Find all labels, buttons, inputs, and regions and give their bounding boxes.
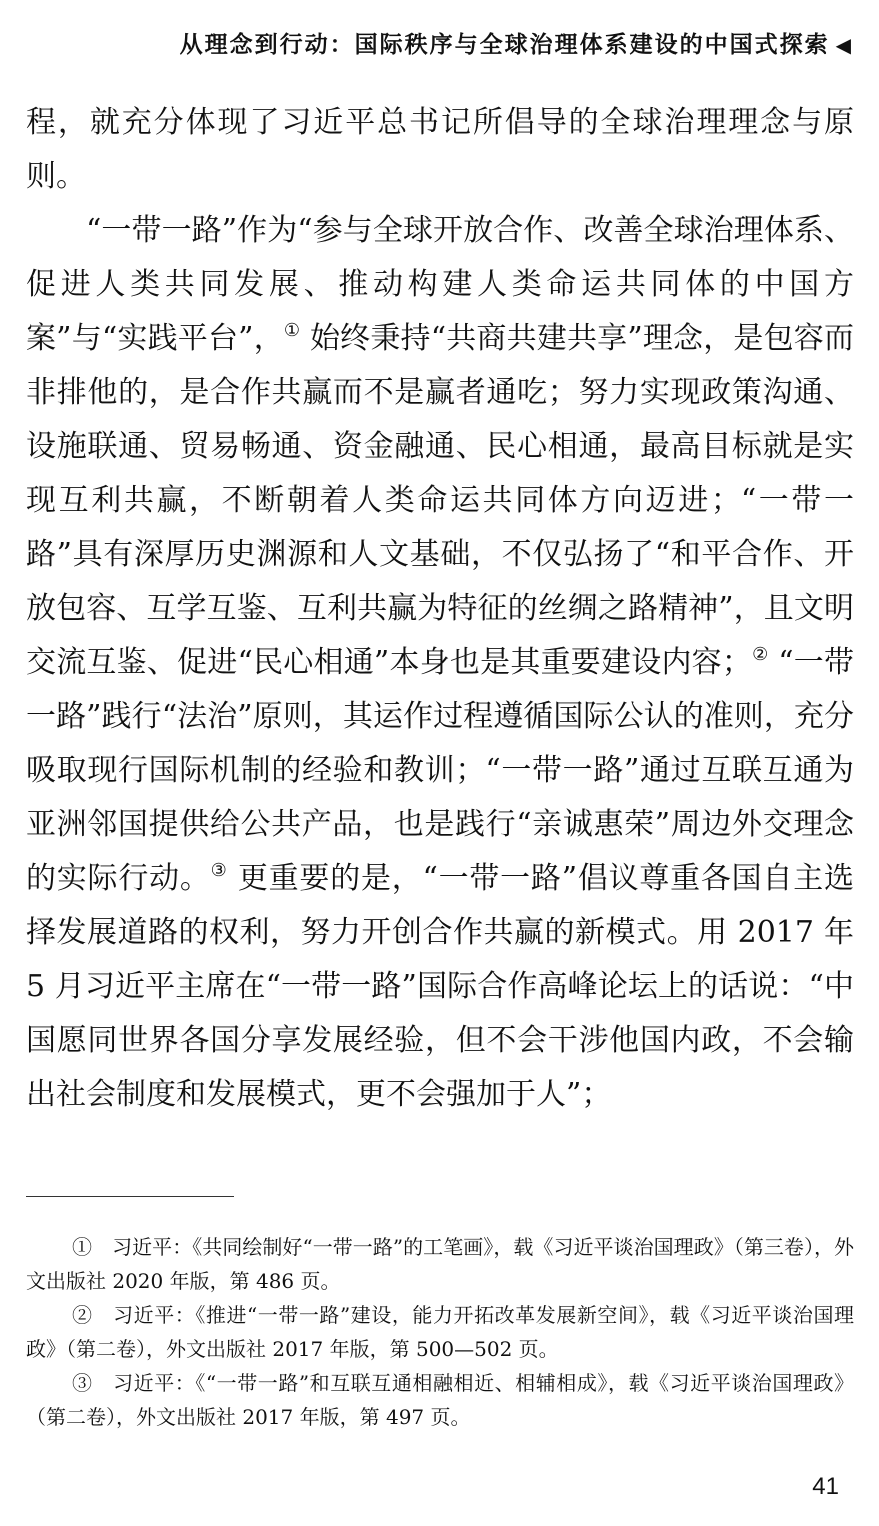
paragraph-2-segment-4: 更重要的是，“一带一路”倡议尊重各国自主选择发展道路的权利，努力开创合作共赢的新模式。用 2017 年 5 月习近平主席在“一带一路”国际合作高峰论坛上的话说：“中国愿同世界各国分享发展经验，但不会干涉他国内政，不会输出社会制度和发展模式，更不会强加于人”；: [26, 861, 854, 1112]
paragraph-2: [26, 204, 854, 1122]
footnote-marker-1: ①: [72, 1235, 93, 1259]
footnote-1: [26, 1230, 854, 1298]
footnote-2: [26, 1298, 854, 1366]
footnote-marker-3: ③: [72, 1371, 93, 1395]
footnote-ref-3[interactable]: ③: [210, 860, 228, 881]
footnote-marker-2: ②: [72, 1303, 93, 1327]
main-text: [26, 96, 854, 1122]
paragraph-2-segment-2: 始终秉持“共商共建共享”理念，是包容而非排他的，是合作共赢而不是赢者通吃；努力实现政策沟通、设施联通、贸易畅通、资金融通、民心相通，最高目标就是实现互利共赢，不断朝着人类命运共同体方向迈进；“一带一路”具有深厚历史渊源和人文基础，不仅弘扬了“和平合作、开放包容、互学互鉴、互利共赢为特征的丝绸之路精神”，且文明交流互鉴、促进“民心相通”本身也是其重要建设内容；: [26, 321, 854, 680]
footnote-text-2: 习近平：《推进“一带一路”建设，能力开拓改革发展新空间》，载《习近平谈治国理政》（第二卷），外文出版社 2017 年版，第 500—502 页。: [26, 1303, 855, 1361]
paragraph-1: 程，就充分体现了习近平总书记所倡导的全球治理理念与原则。: [26, 105, 854, 194]
footnotes: [26, 1230, 854, 1434]
page-number: 41: [812, 1473, 839, 1500]
footnote-text-3: 习近平：《“一带一路”和互联互通相融相近、相辅相成》，载《习近平谈治国理政》（第二卷），外文出版社 2017 年版，第 497 页。: [26, 1371, 855, 1429]
paragraph-2-segment-3: “一带一路”践行“法治”原则，其运作过程遵循国际公认的准则，充分吸取现行国际机制的经验和教训；“一带一路”通过互联互通为亚洲邻国提供给公共产品，也是践行“亲诚惠荣”周边外交理念的实际行动。: [26, 645, 854, 896]
triangle-left-icon: ◀: [835, 33, 853, 57]
footnote-text-1: 习近平：《共同绘制好“一带一路”的工笔画》，载《习近平谈治国理政》（第三卷），外文出版社 2020 年版，第 486 页。: [26, 1235, 855, 1293]
footnote-ref-1[interactable]: ①: [283, 320, 301, 341]
paragraph-2-segment-1: “一带一路”作为“参与全球开放合作、改善全球治理体系、促进人类共同发展、推动构建人类命运共同体的中国方案”与“实践平台”，: [26, 213, 854, 356]
running-header: [180, 26, 853, 59]
footnote-ref-2[interactable]: ②: [751, 644, 769, 665]
running-title: 从理念到行动：国际秩序与全球治理体系建设的中国式探索: [179, 32, 830, 58]
footnote-3: [26, 1366, 854, 1434]
footnote-divider: [26, 1196, 234, 1197]
